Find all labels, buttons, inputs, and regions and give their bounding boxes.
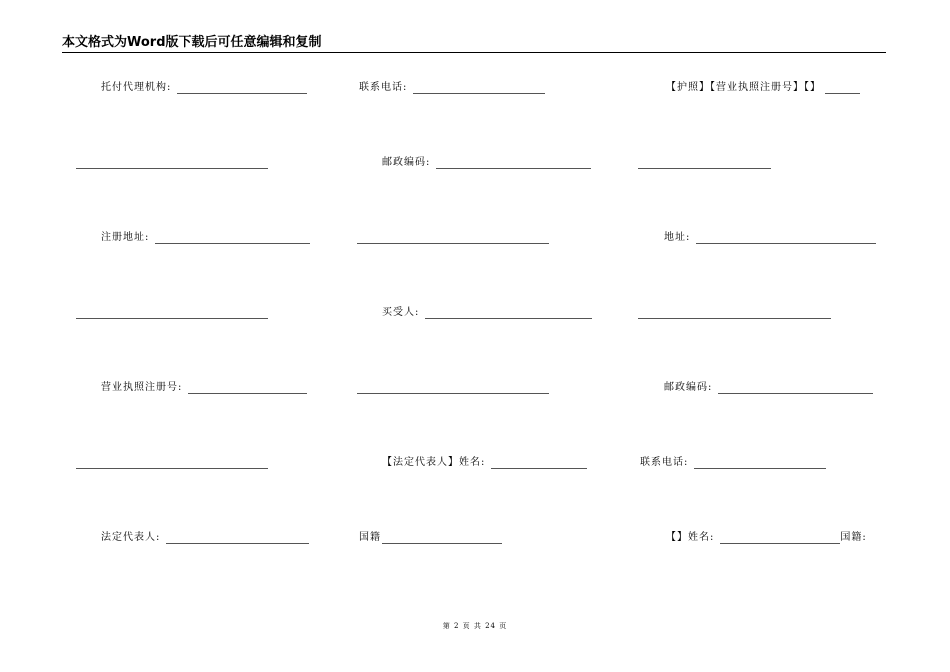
phone-field-2	[640, 455, 826, 469]
legal-rep-name-label: 【法定代表人】姓名:	[382, 457, 486, 468]
passport-label: 【护照】【营业执照注册号】【】	[666, 82, 821, 93]
blank-line-field-4	[76, 305, 268, 319]
buyer-label: 买受人:	[382, 307, 420, 318]
biz-license-label: 营业执照注册号:	[101, 382, 183, 393]
nationality-blank[interactable]	[382, 531, 502, 544]
reg-address-label: 注册地址:	[101, 232, 150, 243]
phone-label-1: 联系电话:	[359, 82, 408, 93]
legal-rep-label: 法定代表人:	[101, 532, 161, 543]
blank-line-field-5	[638, 305, 831, 319]
blank-line-4[interactable]	[76, 306, 268, 319]
agent-org-label: 托付代理机构:	[101, 82, 172, 93]
blank-line-field-7	[76, 455, 268, 469]
postcode-blank-2[interactable]	[718, 381, 873, 394]
address-field	[664, 230, 876, 244]
bracket-name-field	[666, 530, 867, 544]
postcode-field-2	[664, 380, 873, 394]
legal-rep-field	[101, 530, 309, 544]
postcode-blank-1[interactable]	[436, 156, 591, 169]
nationality-label-2: 国籍:	[840, 532, 867, 543]
postcode-label-2: 邮政编码:	[664, 382, 713, 393]
phone-blank-1[interactable]	[413, 81, 545, 94]
nationality-label: 国籍	[359, 532, 381, 543]
address-label: 地址:	[664, 232, 691, 243]
nationality-field	[359, 530, 502, 544]
agent-org-field	[101, 80, 307, 94]
blank-line-6[interactable]	[357, 381, 549, 394]
blank-line-7[interactable]	[76, 456, 268, 469]
blank-line-field-6	[357, 380, 549, 394]
blank-line-field-2	[638, 155, 771, 169]
phone-field-1	[359, 80, 545, 94]
page-header	[62, 34, 886, 53]
blank-line-3[interactable]	[357, 231, 549, 244]
page-footer	[0, 622, 950, 631]
blank-line-5[interactable]	[638, 306, 831, 319]
bracket-name-label: 【】姓名:	[666, 532, 715, 543]
biz-license-blank[interactable]	[188, 381, 307, 394]
reg-address-blank[interactable]	[155, 231, 310, 244]
agent-org-blank[interactable]	[177, 81, 307, 94]
header-title: 本文格式为Word版下载后可任意编辑和复制	[62, 35, 322, 50]
passport-blank[interactable]	[825, 81, 860, 94]
reg-address-field	[101, 230, 310, 244]
blank-line-2[interactable]	[638, 156, 771, 169]
phone-blank-2[interactable]	[694, 456, 826, 469]
biz-license-field	[101, 380, 307, 394]
buyer-field	[382, 305, 592, 319]
legal-rep-blank[interactable]	[166, 531, 309, 544]
blank-line-field-1	[76, 155, 268, 169]
phone-label-2: 联系电话:	[640, 457, 689, 468]
passport-field	[666, 80, 860, 94]
legal-rep-name-blank[interactable]	[491, 456, 587, 469]
buyer-blank[interactable]	[425, 306, 592, 319]
postcode-label-1: 邮政编码:	[382, 157, 431, 168]
address-blank[interactable]	[696, 231, 876, 244]
blank-line-1[interactable]	[76, 156, 268, 169]
legal-rep-name-field	[382, 455, 587, 469]
postcode-field-1	[382, 155, 591, 169]
blank-line-field-3	[357, 230, 549, 244]
page-number: 第 2 页 共 24 页	[442, 622, 508, 630]
bracket-name-blank[interactable]	[720, 531, 840, 544]
